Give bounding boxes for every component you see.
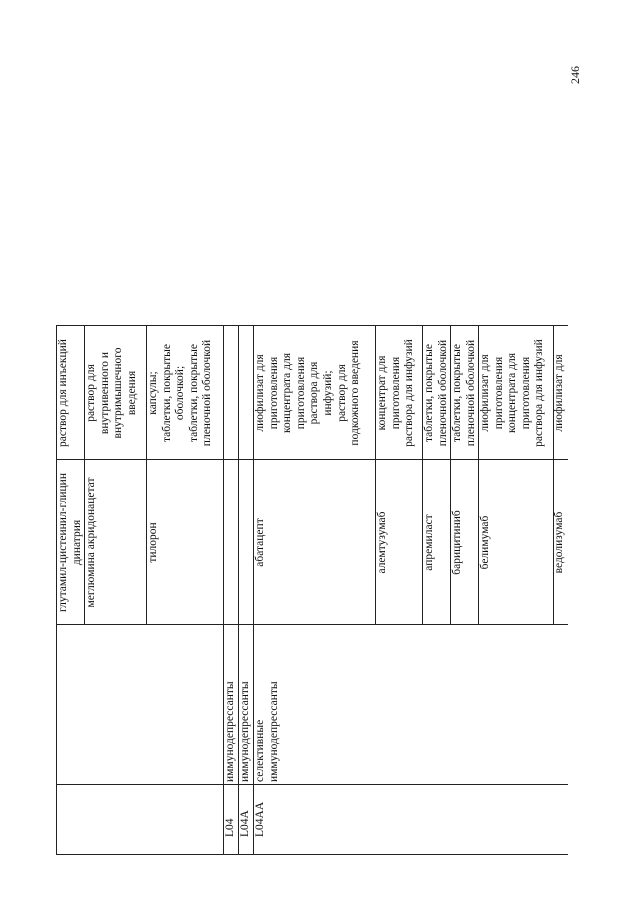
drug-forms: раствор для внутривенного и внутримышечного введения [85,347,138,439]
drug-name: апремиласт [423,514,435,571]
drug-name: ведолизумаб [553,511,565,574]
drug-forms: концентрат для приготовления раствора для инфузий [376,339,416,447]
group-cell: иммунодепрессанты [224,681,236,782]
group-cell: иммунодепрессанты [239,681,251,782]
drug-name: белимумаб [479,515,491,570]
drug-name: тилорон [147,522,159,563]
drug-name: барицитиниб [451,510,463,575]
medication-table [56,325,568,855]
code-cell: L04 [224,818,236,837]
page-number: 246 [568,66,582,84]
code-cell: L04A [239,810,251,837]
code-cell: L04AA [254,801,266,837]
drug-forms: капсулы; таблетки, покрытые оболочкой; таблетки, покрытые пленочной оболочкой [147,339,214,447]
drug-forms: лиофилизат для [553,354,565,432]
drug-forms: раствор для инъекций [57,339,69,447]
drug-forms: таблетки, покрытые пленочной оболочкой [423,339,449,447]
drug-forms: лиофилизат для приготовления концентрата для приготовления раствора для инфузий; раствор для подкожного введения [254,340,362,446]
table-left-border [56,854,568,855]
drug-forms: лиофилизат для приготовления концентрата для приготовления раствора для инфузий [479,339,546,447]
col-divider-1 [56,784,568,785]
drug-name: алемтузумаб [376,511,388,574]
drug-name: меглюмина акридонацетат [85,477,97,608]
drug-forms: таблетки, покрытые пленочной оболочкой [451,339,477,447]
drug-name: абатацепт [254,518,266,567]
group-cell: селективные иммунодепрессанты [254,681,280,782]
drug-name: глутамил-цистеинил-глицин динатрия [57,473,83,612]
